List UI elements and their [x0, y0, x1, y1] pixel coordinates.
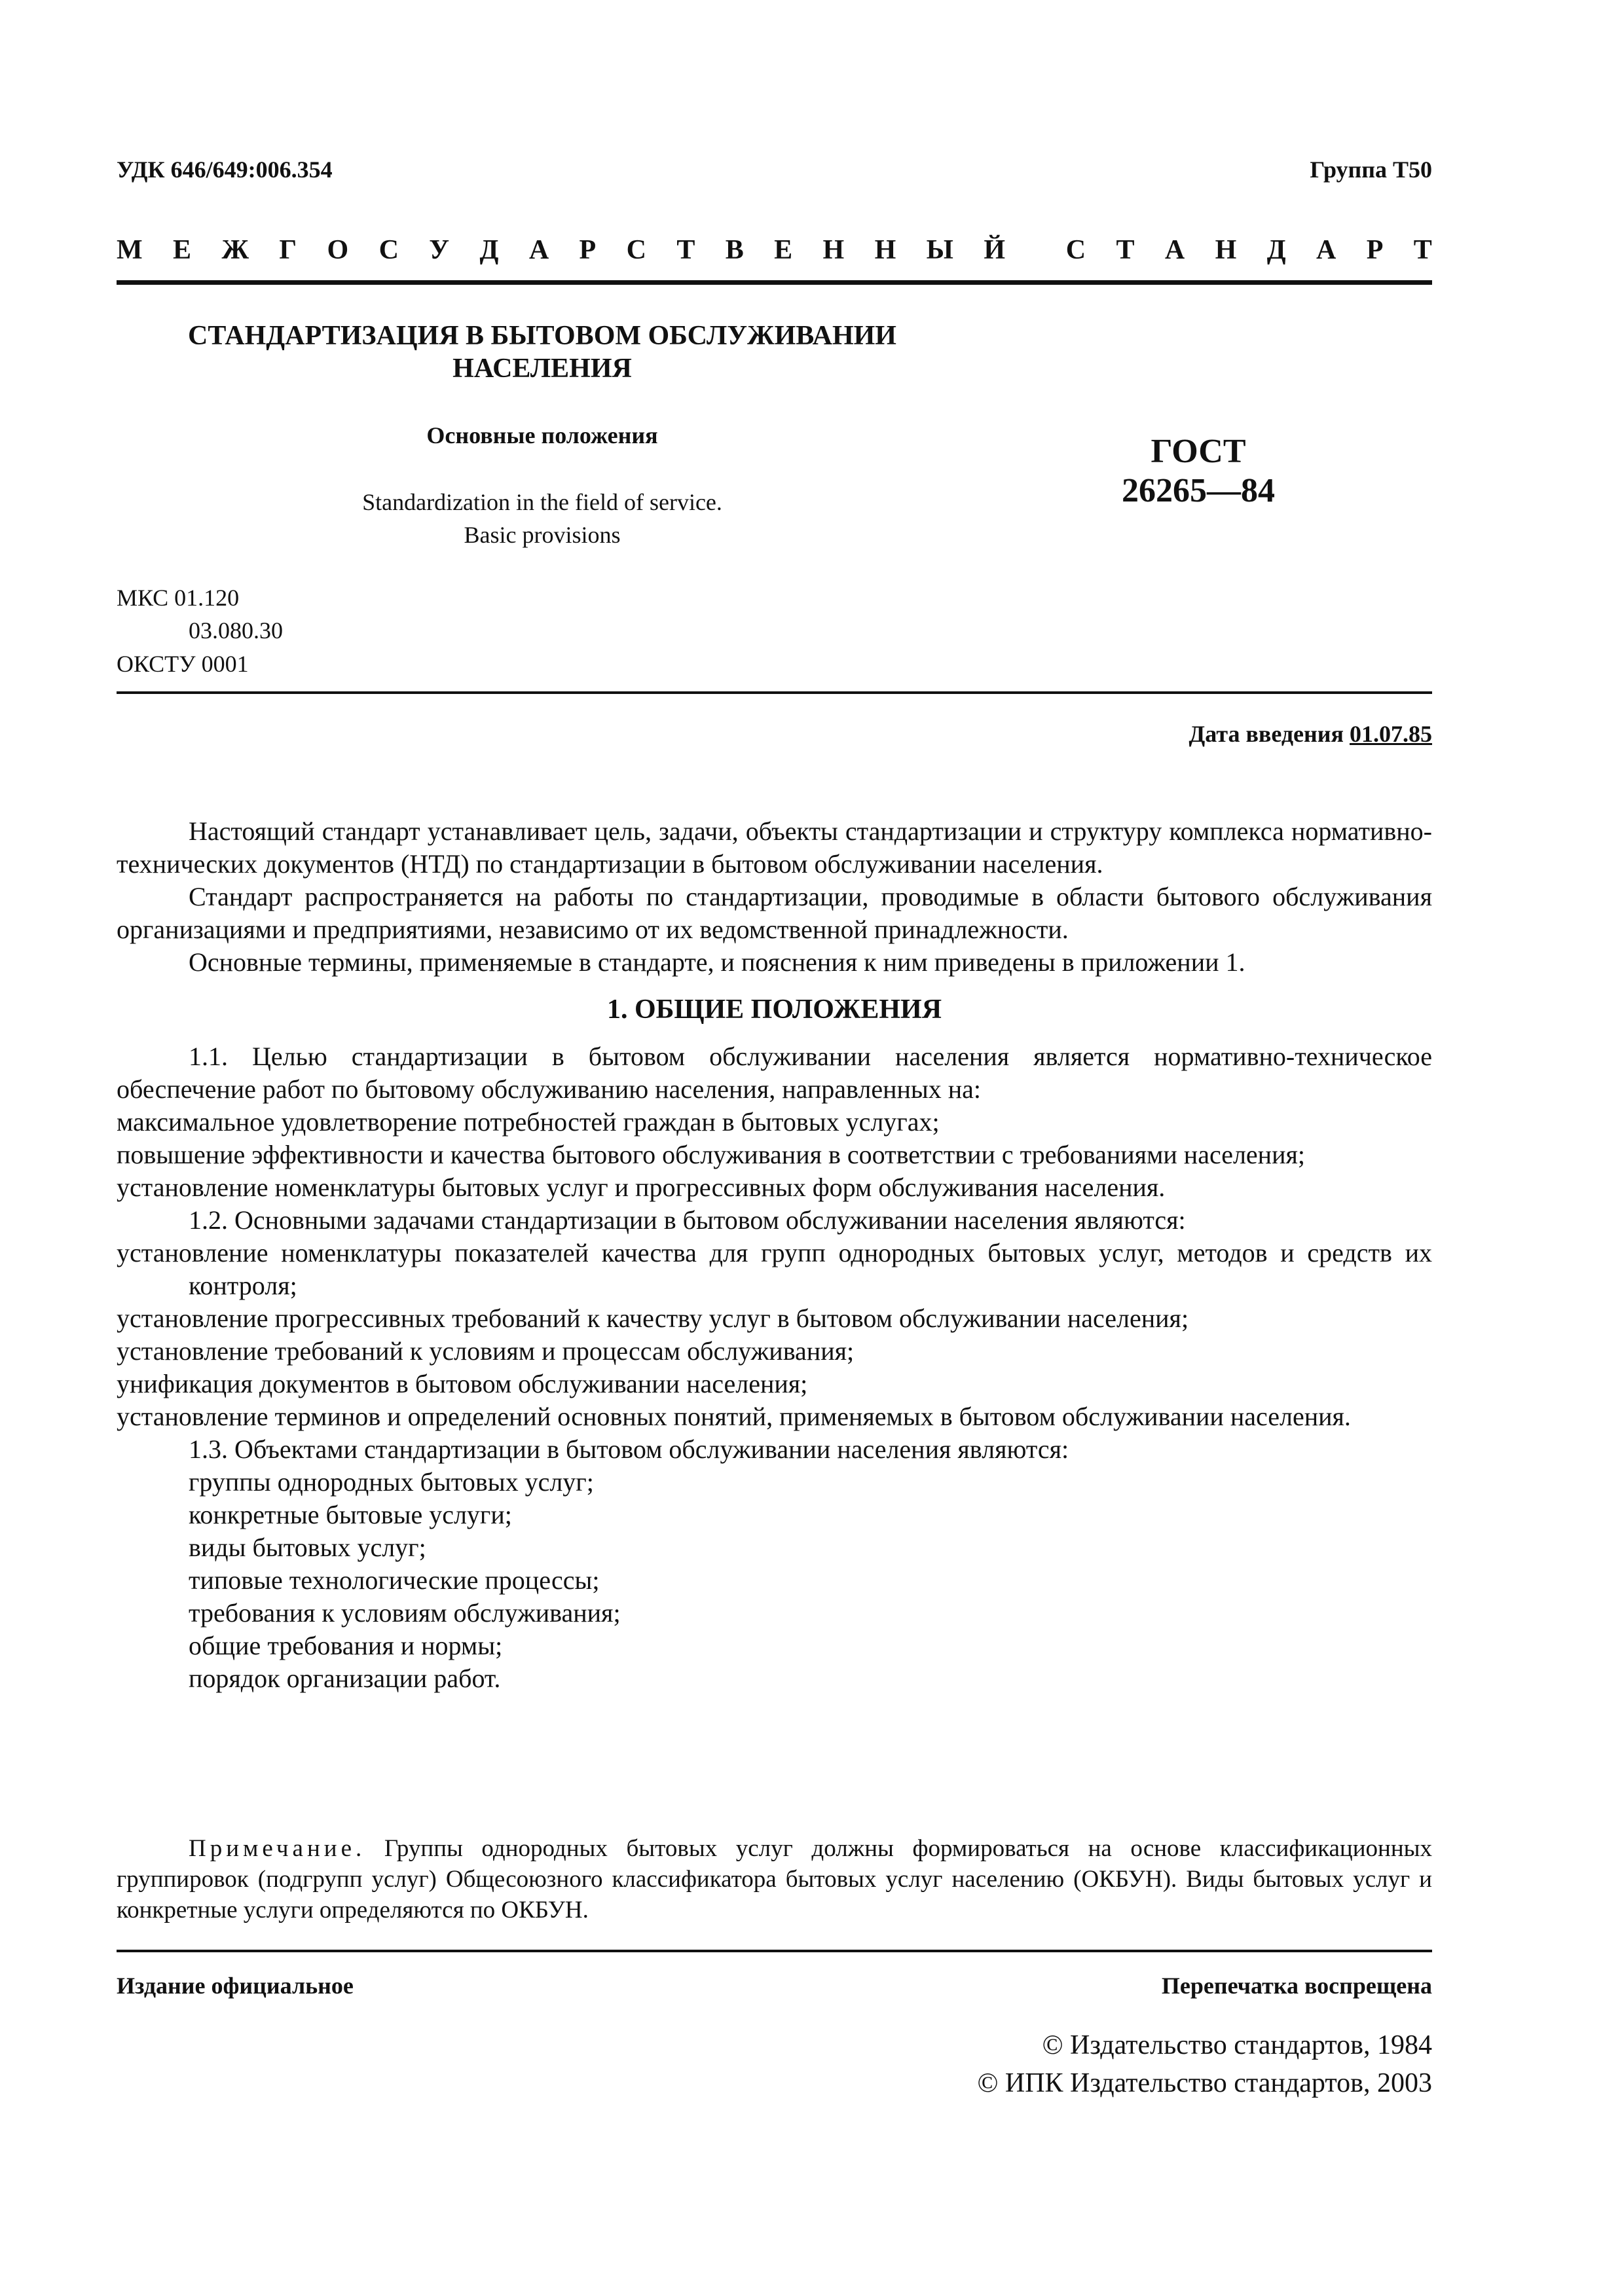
banner-letter: Е: [173, 235, 192, 265]
banner-letter: А: [528, 235, 549, 265]
banner-letter: Д: [1266, 235, 1286, 265]
gost-label: ГОСТ: [1151, 433, 1246, 470]
list-item: общие требования и нормы;: [189, 1631, 503, 1660]
note-label: Примечание.: [189, 1835, 366, 1862]
banner-letter: Р: [579, 235, 597, 265]
list-item: требования к условиям обслуживания;: [189, 1598, 621, 1628]
banner-letter: С: [378, 235, 399, 265]
date-label: Дата введения: [1189, 721, 1344, 747]
banner-letter: Й: [984, 235, 1005, 265]
udk-code: УДК 646/649:006.354: [117, 156, 333, 183]
banner-letter: А: [1316, 235, 1336, 265]
date-value: 01.07.85: [1350, 721, 1432, 747]
list-item: установление прогрессивных требований к качеству услуг в бытовом обслуживании населения;: [117, 1303, 1189, 1333]
banner-letter: Н: [822, 235, 845, 265]
english-title: [117, 486, 968, 552]
copyright-line-1: © Издательство стандартов, 1984: [1042, 2030, 1432, 2060]
banner-letter: Т: [1413, 235, 1432, 265]
title-line-2: НАСЕЛЕНИЯ: [452, 354, 632, 384]
clause-1-3: 1.3. Объектами стандартизации в бытовом обслуживании населения являются:: [189, 1434, 1069, 1464]
intro-paragraph: Стандарт распространяется на работы по стандартизации, проводимые в области бытового обслуживания организациями и предприятиями, независимо от их ведомственной принадлежности.: [117, 882, 1432, 944]
reprint-prohibited-label: Перепечатка воспрещена: [1161, 1973, 1432, 1999]
document-subtitle: Основные положения: [426, 422, 658, 448]
banner-letter: В: [725, 235, 744, 265]
list-item: установление терминов и определений основных понятий, применяемых в бытовом обслуживании населения.: [117, 1402, 1351, 1431]
mks-code-2: 03.080.30: [189, 617, 283, 644]
banner-letter: М: [117, 235, 143, 265]
banner-letter: Д: [479, 235, 499, 265]
banner-letter: Н: [874, 235, 896, 265]
list-item: повышение эффективности и качества бытового обслуживания в соответствии с требованиями населения;: [117, 1140, 1305, 1169]
banner-letter: С: [1065, 235, 1086, 265]
list-item: виды бытовых услуг;: [189, 1533, 426, 1562]
classification-codes: [117, 581, 283, 680]
banner-letter: Е: [774, 235, 793, 265]
header-divider: [117, 280, 1432, 285]
banner-letter: Ж: [221, 235, 249, 265]
document-body: [117, 815, 1432, 1695]
codes-divider: [117, 691, 1432, 694]
banner-letter: Г: [279, 235, 297, 265]
group-code: Группа Т50: [1310, 156, 1432, 183]
okstu-code: ОКСТУ 0001: [117, 650, 249, 677]
english-title-line-2: Basic provisions: [464, 522, 621, 549]
note-text: Группы однородных бытовых услуг должны формироваться на основе классификационных группировок (подгрупп услуг) Общесоюзного классификатора бытовых услуг населению (ОКБУН). Виды бытовых услуг и конкретные услуги определяются по ОКБУН.: [117, 1835, 1432, 1923]
banner-letter: Т: [1116, 235, 1135, 265]
banner-letter: Н: [1215, 235, 1237, 265]
clause-1-1: 1.1. Целью стандартизации в бытовом обслуживании населения является нормативно-техническое обеспечение работ по бытовому обслуживанию населения, направленных на:: [117, 1042, 1432, 1104]
list-item: унификация документов в бытовом обслуживании населения;: [117, 1369, 808, 1398]
list-item: конкретные бытовые услуги;: [189, 1500, 512, 1529]
banner-letter: Ы: [926, 235, 953, 265]
footer-divider: [117, 1950, 1432, 1952]
list-item: максимальное удовлетворение потребностей граждан в бытовых услугах;: [117, 1107, 940, 1137]
note-paragraph: [117, 1833, 1432, 1925]
section-heading: 1. ОБЩИЕ ПОЛОЖЕНИЯ: [606, 994, 942, 1025]
banner-letter: А: [1164, 235, 1185, 265]
title-line-1: СТАНДАРТИЗАЦИЯ В БЫТОВОМ ОБСЛУЖИВАНИИ: [188, 321, 896, 351]
clause-1-2: 1.2. Основными задачами стандартизации в бытовом обслуживании населения являются:: [189, 1205, 1186, 1235]
english-title-line-1: Standardization in the field of service.: [362, 489, 722, 515]
list-item: установление требований к условиям и процессам обслуживания;: [117, 1336, 855, 1366]
copyright-block: [977, 2026, 1432, 2102]
copyright-line-2: © ИПК Издательство стандартов, 2003: [977, 2068, 1432, 2098]
mks-code-1: МКС 01.120: [117, 585, 240, 611]
intro-paragraph: Настоящий стандарт устанавливает цель, задачи, объекты стандартизации и структуру комплекса нормативно-технических документов (НТД) по стандартизации в бытовом обслуживании населения.: [117, 816, 1432, 879]
interstate-standard-banner: [117, 234, 1432, 266]
document-title: [117, 319, 968, 386]
introduction-date: [1189, 720, 1433, 748]
banner-letter: У: [429, 235, 450, 265]
banner-letter: Р: [1366, 235, 1384, 265]
gost-number: 26265—84: [1122, 471, 1275, 509]
list-item: порядок организации работ.: [189, 1664, 501, 1693]
banner-letter: О: [327, 235, 349, 265]
banner-letter: С: [626, 235, 646, 265]
list-item: группы однородных бытовых услуг;: [189, 1467, 594, 1497]
banner-letter: Т: [676, 235, 695, 265]
official-edition-label: Издание официальное: [117, 1973, 354, 1999]
gost-number-block: [1035, 432, 1362, 511]
list-item: установление номенклатуры бытовых услуг и прогрессивных форм обслуживания населения.: [117, 1173, 1166, 1202]
list-item: установление номенклатуры показателей качества для групп однородных бытовых услуг, методов и средств их контроля;: [117, 1238, 1432, 1300]
list-item: типовые технологические процессы;: [189, 1565, 600, 1595]
intro-paragraph: Основные термины, применяемые в стандарте, и пояснения к ним приведены в приложении 1.: [189, 947, 1245, 977]
